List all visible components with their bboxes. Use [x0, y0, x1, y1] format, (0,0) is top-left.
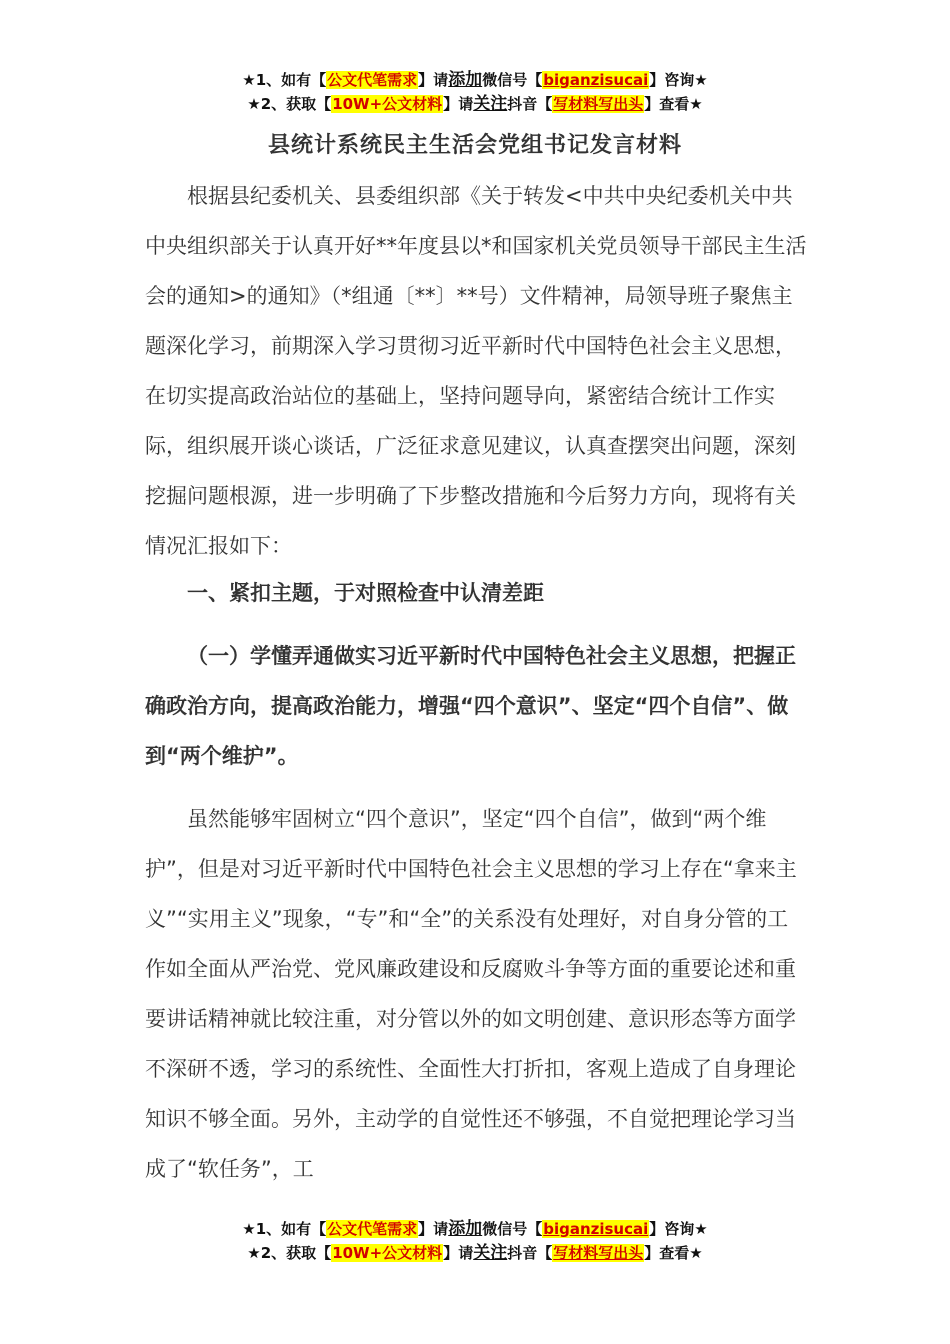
- banner-line-2: [0, 1241, 950, 1265]
- banner-text: 】咨询★: [649, 71, 708, 89]
- banner-line-1: [0, 68, 950, 92]
- banner-text: ★1、如有【: [242, 71, 327, 89]
- bottom-banner: [0, 1217, 950, 1265]
- body-text: 虽然能够牢固树立“四个意识”，坚定“四个自信”，做到“两个维护”，但是对习近平新时代中国特色社会主义思想的学习上存在“拿来主义”“实用主义”现象，“专”和“全”的关系没有处理好，对自身分管的工作如全面从严治党、党风廉政建设和反腐败斗争等方面的重要论述和重要讲话精神就比较注重，对分管以外的如文明创建、意识形态等方面学不深研不透，学习的系统性、全面性大打折扣，客观上造成了自身理论知识不够全面。另外，主动学的自觉性还不够强，不自觉把理论学习当成了“软任务”，工: [145, 807, 797, 1181]
- banner-emphasis: 关注: [473, 94, 508, 114]
- banner-text: 微信号【: [482, 71, 543, 89]
- banner-text: 】请: [418, 1220, 449, 1238]
- top-banner: [0, 68, 950, 116]
- banner-text: 】请: [418, 71, 449, 89]
- body-paragraph: [145, 794, 807, 1194]
- douyin-account: 写材料写出头: [553, 1244, 644, 1262]
- banner-text: 抖音【: [507, 95, 553, 113]
- intro-paragraph: [145, 171, 807, 571]
- banner-text: ★2、获取【: [247, 95, 332, 113]
- banner-line-2: [0, 92, 950, 116]
- douyin-account: 写材料写出头: [553, 95, 644, 113]
- banner-text: 】请: [443, 95, 474, 113]
- intro-text: 根据县纪委机关、县委组织部《关于转发<中共中央纪委机关中共中央组织部关于认真开好**年度县以*和国家机关党员领导干部民主生活会的通知>的通知》（*组通〔**〕**号）文件精神，局领导班子聚焦主题深化学习，前期深入学习贯彻习近平新时代中国特色社会主义思想，在切实提高政治站位的基础上，坚持问题导向，紧密结合统计工作实际，组织展开谈心谈话，广泛征求意见建议，认真查摆突出问题，深刻挖掘问题根源，进一步明确了下步整改措施和今后努力方向，现将有关情况汇报如下：: [145, 184, 807, 558]
- section-heading: [145, 568, 807, 618]
- banner-emphasis: 关注: [473, 1243, 508, 1263]
- banner-text: 抖音【: [507, 1244, 553, 1262]
- subsection-heading-text: （一）学懂弄通做实习近平新时代中国特色社会主义思想，把握正确政治方向，提高政治能力，增强“四个意识”、坚定“四个自信”、做到“两个维护”。: [145, 644, 796, 768]
- banner-text: 】咨询★: [649, 1220, 708, 1238]
- banner-highlight: 10W+公文材料: [332, 95, 443, 113]
- wechat-id: biganzisucai: [543, 71, 649, 89]
- subsection-heading: [145, 631, 807, 781]
- banner-text: 】请: [443, 1244, 474, 1262]
- banner-line-1: [0, 1217, 950, 1241]
- banner-text: 】查看★: [644, 1244, 703, 1262]
- banner-highlight: 公文代笔需求: [327, 71, 418, 89]
- banner-highlight: 公文代笔需求: [327, 1220, 418, 1238]
- banner-highlight: 10W+公文材料: [332, 1244, 443, 1262]
- wechat-id: biganzisucai: [543, 1220, 649, 1238]
- banner-text: ★1、如有【: [242, 1220, 327, 1238]
- banner-text: ★2、获取【: [247, 1244, 332, 1262]
- banner-text: 微信号【: [482, 1220, 543, 1238]
- banner-text: 】查看★: [644, 95, 703, 113]
- document-title: 县统计系统民主生活会党组书记发言材料: [267, 133, 682, 158]
- banner-emphasis: 添加: [448, 70, 483, 90]
- section-heading-text: 一、紧扣主题，于对照检查中认清差距: [187, 581, 544, 605]
- banner-emphasis: 添加: [448, 1219, 483, 1239]
